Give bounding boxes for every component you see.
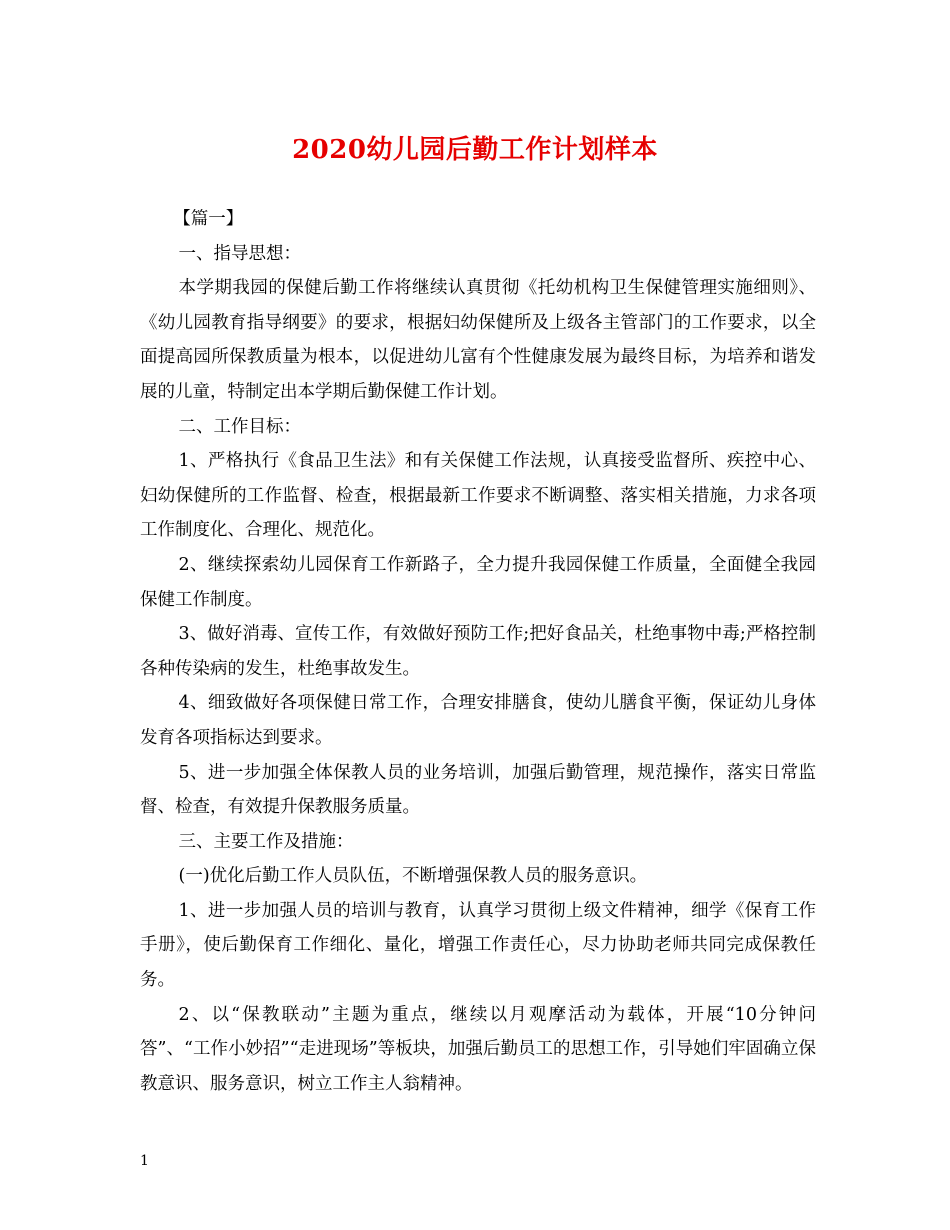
section-heading: 一、指导思想： [178, 243, 301, 264]
document-title: 2020幼儿园后勤工作计划样本 [292, 135, 658, 165]
section-heading: 三、主要工作及措施： [178, 831, 354, 852]
document-body [140, 202, 816, 1101]
section-heading: 二、工作目标： [178, 416, 301, 437]
paragraph: 1、严格执行《食品卫生法》和有关保健工作法规，认真接受监督所、疾控中心、妇幼保健所的工作监督、检查，根据最新工作要求不断调整、落实相关措施，力求各项工作制度化、合理化、规范化。 [140, 451, 816, 541]
paragraph: 2、以“保教联动”主题为重点，继续以月观摩活动为载体，开展“10分钟问答”、“工作小妙招”“走进现场”等板块，加强后勤员工的思想工作，引导她们牢固确立保教意识、服务意识，树立工作主人翁精神。 [140, 1004, 816, 1094]
paragraph: 2、继续探索幼儿园保育工作新路子，全力提升我园保健工作质量，全面健全我园保健工作制度。 [140, 554, 816, 610]
section-tag: 【篇一】 [173, 209, 244, 229]
paragraph: 3、做好消毒、宣传工作，有效做好预防工作;把好食品关，杜绝事物中毒;严格控制各种传染病的发生，杜绝事故发生。 [140, 624, 816, 679]
paragraph: 1、进一步加强人员的培训与教育，认真学习贯彻上级文件精神，细学《保育工作手册》，使后勤保育工作细化、量化，增强工作责任心，尽力协助老师共同完成保教任务。 [140, 900, 816, 991]
paragraph: 4、细致做好各项保健日常工作，合理安排膳食，使幼儿膳食平衡，保证幼儿身体发育各项指标达到要求。 [140, 693, 816, 748]
paragraph: 本学期我园的保健后勤工作将继续认真贯彻《托幼机构卫生保健管理实施细则》、《幼儿园教育指导纲要》的要求，根据妇幼保健所及上级各主管部门的工作要求，以全面提高园所保教质量为根本，以促进幼儿富有个性健康发展为最终目标，为培养和谐发展的儿童，特制定出本学期后勤保健工作计划。 [140, 278, 816, 402]
page-number: 1 [140, 1153, 149, 1169]
paragraph: 5、进一步加强全体保教人员的业务培训，加强后勤管理，规范操作，落实日常监督、检查，有效提升保教服务质量。 [140, 762, 816, 818]
subsection-heading: (一)优化后勤工作人员队伍，不断增强保教人员的服务意识。 [178, 866, 648, 887]
